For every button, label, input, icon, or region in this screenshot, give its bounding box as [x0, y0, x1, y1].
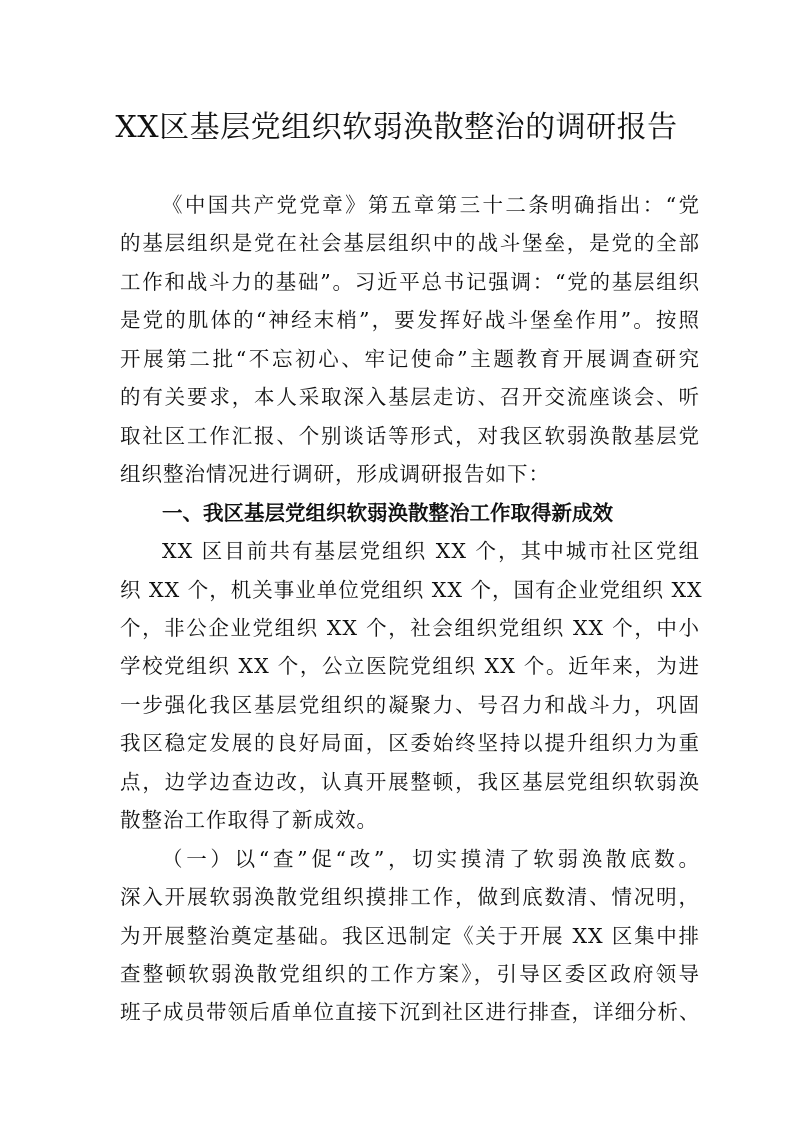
paragraph-line: 散整治工作取得了新成效。 — [120, 808, 378, 833]
paragraph-line: 个，非公企业党组织 XX 个，社会组织党组织 XX 个，中小 — [120, 615, 700, 640]
paragraph-line: XX 区目前共有基层党组织 XX 个，其中城市社区党组 — [162, 539, 700, 564]
section-heading: 一、我区基层党组织软弱涣散整治工作取得新成效 — [162, 500, 613, 525]
paragraph-line: 班子成员带领后盾单位直接下沉到社区进行排查，详细分析、 — [120, 1000, 701, 1025]
paragraph-line: （一）以“查”促“改”，切实摸清了软弱涣散底数。 — [162, 846, 700, 871]
paragraph-line: 的有关要求，本人采取深入基层走访、召开交流座谈会、听 — [120, 385, 700, 410]
paragraph-line: 我区稳定发展的良好局面，区委始终坚持以提升组织力为重 — [120, 731, 700, 756]
paragraph-line: 学校党组织 XX 个，公立医院党组织 XX 个。近年来，为进 — [120, 654, 700, 679]
paragraph-line: 《中国共产党党章》第五章第三十二条明确指出：“党 — [162, 193, 700, 217]
paragraph-line: 取社区工作汇报、个别谈话等形式，对我区软弱涣散基层党 — [120, 423, 700, 448]
paragraph-line: 是党的肌体的“神经末梢”，要发挥好战斗堡垒作用”。按照 — [120, 308, 700, 333]
paragraph-line: 织 XX 个，机关事业单位党组织 XX 个，国有企业党组织 XX — [120, 577, 703, 602]
paragraph-line: 查整顿软弱涣散党组织的工作方案》，引导区委区政府领导 — [120, 962, 700, 986]
paragraph-line: 组织整治情况进行调研，形成调研报告如下： — [120, 462, 550, 487]
paragraph-line: 的基层组织是党在社会基层组织中的战斗堡垒，是党的全部 — [120, 231, 700, 256]
paragraph-line: 深入开展软弱涣散党组织摸排工作，做到底数清、情况明， — [120, 885, 700, 910]
paragraph-line: 一步强化我区基层党组织的凝聚力、号召力和战斗力，巩固 — [120, 692, 700, 717]
paragraph-line: 工作和战斗力的基础”。习近平总书记强调：“党的基层组织 — [120, 269, 700, 294]
document-title: XX区基层党组织软弱涣散整治的调研报告 — [115, 110, 678, 145]
paragraph-line: 开展第二批“不忘初心、牢记使命”主题教育开展调查研究 — [120, 346, 700, 371]
paragraph-line: 为开展整治奠定基础。我区迅制定《关于开展 XX 区集中排 — [120, 923, 700, 948]
paragraph-line: 点，边学边查边改，认真开展整顿，我区基层党组织软弱涣 — [120, 769, 700, 794]
